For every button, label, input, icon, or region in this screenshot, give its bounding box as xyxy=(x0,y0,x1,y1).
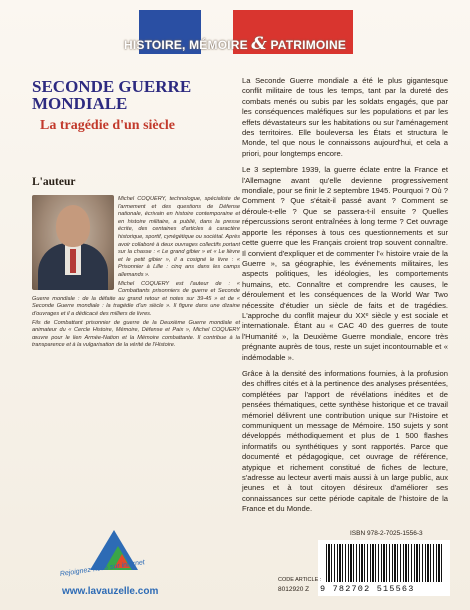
author-bio-paragraph-1: Michel COQUERY, technologue, spécialiste de l'armement et des questions de Défense nationale, écrivain en histoire contemporaine et en histoire militaire, a publié, dans la presse écrite, des centaines d'articles à caractère historique, sportif, cynégétique ou sociétal. Après avoir collaboré à deux ouvrages collectifs portant sur la chasse : « Le grand gibier » et « Le lièvre et le petit gibier », il a cosigné le livre : « Prisonnier à Lille : cinq ans dans les camps allemands ». xyxy=(118,196,240,278)
series-title-part2: PATRIMOINE xyxy=(266,38,347,52)
publisher-tagline: Rejoignez-nous sur internet xyxy=(59,559,146,578)
barcode-digits: 9 782702 515563 xyxy=(320,584,415,594)
book-subtitle: La tragédie d'un siècle xyxy=(40,118,175,133)
isbn-number: ISBN 978-2-7025-1556-3 xyxy=(350,530,423,537)
series-banner xyxy=(0,0,470,70)
description-paragraph-2: Le 3 septembre 1939, la guerre éclate entre la France et l'Allemagne avant qu'elle devienne progressivement mondiale, pour se finir le 2 septembre 1945. Pourquoi ? Où ? Comment ? Que s'était-il passé avant ? Comment se déroule-t-elle ? Que se passera-t-il ensuite ? Quelles répercussions seront entraînées à long terme ? Cet ouvrage apporte les réponses à tous ces questionnements et sur cette guerre que les Français croient trop souvent connaître. Il convient d'expliquer et de commenter l'« histoire vraie de la Guerre », sa géographie, les événements militaires, les aspects politiques, les idéologies, les comportements humains, etc. Connaître et comprendre les causes, le déroulement et les conséquences de la World War Two nécessite d'étudier un siècle de faits et de tragédies. L'approche du conflit majeur du XXᵉ siècle y est sociale et internationale. Étant au « CAC 40 des guerres de toute l'Humanité », la Deuxième Guerre mondiale, encore très prégnante auprès de tous, reste un sujet incontournable et « indémodable ». xyxy=(242,165,448,362)
photo-spacer xyxy=(32,196,118,294)
publisher-logo[interactable] xyxy=(60,530,170,600)
series-title-part1: HISTOIRE, MÉMOIRE xyxy=(123,38,252,52)
series-title xyxy=(0,34,470,54)
code-article-label: CODE ARTICLE : xyxy=(278,577,322,583)
author-bio-paragraph-3: Fils de Combattant prisonnier de guerre de la Deuxième Guerre mondiale et animateur du « Cercle Histoire, Mémoire, Défense et Paix », Michel COQUERY œuvre pour le lien Armée-Nation et la Mémoire combattante. Il contribue à la transparence et à la vulgarisation de la vérité de l'Histoire. xyxy=(32,319,240,349)
description-paragraph-3: Grâce à la densité des informations fournies, à la profusion des chiffres cités et à la pertinence des analyses présentées, complétées par l'apport de révélations inédites et de pensées thématiques, cette synthèse historique et ce travail mémoriel délivrent une contribution unique sur l'Histoire et communiquent un message de Mémoire. 150 sujets y sont développés méthodiquement et plus de 1 500 flashes informatifs ou synthétiques y sont rapportés. Parce que documenté et pédagogique, cet ouvrage de référence, atypique et richement constitué de fiches de lecture, s'adresse au lecteur averti mais aussi à un large public, aux jeunes et à tout citoyen désireux d'améliorer ses connaissances sur cette période capitale de l'histoire de la France et du Monde. xyxy=(242,368,448,514)
book-title: SECONDE GUERRE MONDIALE xyxy=(32,77,192,113)
author-bio-paragraph-2: Michel COQUERY est l'auteur de : « Combattants prisonniers de guerre et Seconde Guerre mondiale : de la défaite au grand retour et notes sur 39-45 » et de « Seconde Guerre mondiale : la tragédie d'un siècle ». Il figure dans une dizaine d'ouvrages et il a dédicacé des milliers de livres. xyxy=(32,280,240,317)
series-ampersand: & xyxy=(251,34,267,54)
description-paragraph-1: La Seconde Guerre mondiale a été le plus gigantesque conflit militaire de tous les temps, tant par la dureté des combats menés ou subis par les soldats engagés, que par les conséquences maléfiques sur les populations et par les effets dévastateurs sur les habitations ou sur l'aménagement des territoires. Elle bouleversa les États et structura le Monde, tel que nous le connaissons aujourd'hui, et cela a priori, pour longtemps encore. xyxy=(242,76,448,158)
author-heading: L'auteur xyxy=(32,176,76,188)
barcode-box xyxy=(318,540,450,596)
author-bio xyxy=(32,196,240,351)
code-article-value: 8012920 Z xyxy=(278,586,310,593)
barcode-bars xyxy=(326,544,442,582)
book-description xyxy=(242,76,448,521)
publisher-url[interactable]: www.lavauzelle.com xyxy=(62,586,159,597)
